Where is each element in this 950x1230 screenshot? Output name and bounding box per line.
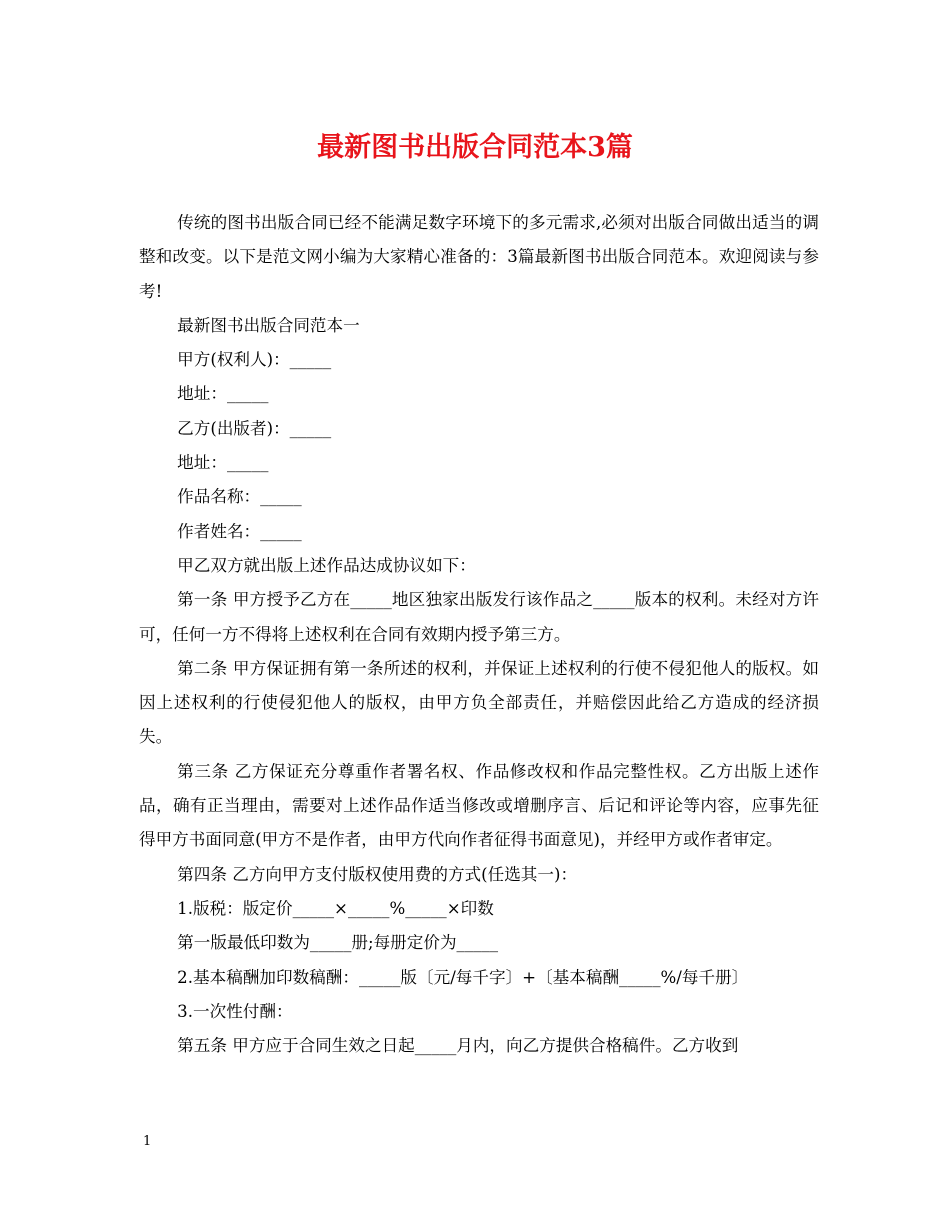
clause-5: 第五条 甲方应于合同生效之日起_____月内，向乙方提供合格稿件。乙方收到 <box>177 1036 739 1056</box>
clause-4-print-run: 第一版最低印数为_____册;每册定价为_____ <box>177 933 499 953</box>
party-b-address-line: 地址：_____ <box>177 453 269 473</box>
document-body <box>139 206 819 1063</box>
party-a-line: 甲方(权利人)：_____ <box>177 350 332 370</box>
clause-4-option-1: 1.版税：版定价_____×_____%_____×印数 <box>177 898 494 918</box>
party-b-line: 乙方(出版者)：_____ <box>177 418 332 438</box>
clause-1: 第一条 甲方授予乙方在_____地区独家出版发行该作品之_____版本的权利。未经对方许可，任何一方不得将上述权利在合同有效期内授予第三方。 <box>139 590 819 644</box>
section-heading: 最新图书出版合同范本一 <box>177 315 360 335</box>
intro-paragraph: 传统的图书出版合同已经不能满足数字环境下的多元需求,必须对出版合同做出适当的调整和改变。以下是范文网小编为大家精心准备的：3篇最新图书出版合同范本。欢迎阅读与参考! <box>139 213 819 301</box>
clause-4: 第四条 乙方向甲方支付版权使用费的方式(任选其一)： <box>177 864 578 884</box>
work-title-line: 作品名称：_____ <box>177 487 302 507</box>
clause-4-option-3: 3.一次性付酬： <box>177 1001 293 1021</box>
clause-2: 第二条 甲方保证拥有第一条所述的权利，并保证上述权利的行使不侵犯他人的版权。如因上述权利的行使侵犯他人的版权，由甲方负全部责任，并赔偿因此给乙方造成的经济损失。 <box>139 658 819 747</box>
party-a-address-line: 地址：_____ <box>177 384 269 404</box>
page-number: 1 <box>143 1134 152 1149</box>
clause-4-option-2: 2.基本稿酬加印数稿酬：_____版〔元/每千字〕+〔基本稿酬_____%/每千册〕 <box>177 967 749 987</box>
author-name-line: 作者姓名：_____ <box>177 521 302 541</box>
document-title: 最新图书出版合同范本3篇 <box>317 132 633 163</box>
agreement-intro: 甲乙双方就出版上述作品达成协议如下： <box>177 555 476 575</box>
clause-3: 第三条 乙方保证充分尊重作者署名权、作品修改权和作品完整性权。乙方出版上述作品，确有正当理由，需要对上述作品作适当修改或增删序言、后记和评论等内容，应事先征得甲方书面同意(甲方不是作者，由甲方代向作者征得书面意见)，并经甲方或作者审定。 <box>139 761 819 850</box>
